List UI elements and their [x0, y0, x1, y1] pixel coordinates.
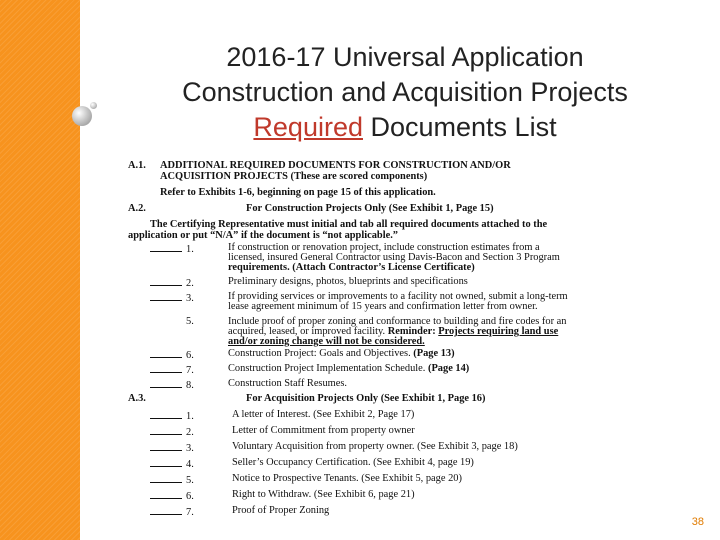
certify-line-2: application or put “N/A” if the document is “not applicable.”: [128, 230, 398, 241]
acq-item-1-text: A letter of Interest. (See Exhibit 2, Page 17): [232, 409, 415, 420]
acq-item-5-text: Notice to Prospective Tenants. (See Exhibit 5, page 20): [232, 473, 462, 484]
refer-line: Refer to Exhibits 1-6, beginning on page 15 of this application.: [160, 187, 436, 198]
item-8-text: Construction Staff Resumes.: [228, 378, 348, 389]
initial-blank[interactable]: [150, 473, 182, 483]
item-6-text: [228, 348, 455, 359]
section-a1-heading: [128, 160, 511, 171]
item-5-text-1: Include proof of proper zoning and conformance to building and fire codes for an: [228, 316, 567, 327]
initial-blank[interactable]: [150, 363, 182, 373]
acq-item-6-text: Right to Withdraw. (See Exhibit 6, page 21): [232, 489, 415, 500]
item-number: 1.: [186, 411, 194, 422]
section-label: A.1.: [128, 160, 146, 171]
item-7-text: [228, 363, 469, 374]
initial-blank[interactable]: [150, 425, 182, 435]
required-highlight: Required: [253, 112, 363, 142]
item-number: 7.: [186, 507, 194, 518]
reminder-text: Projects requiring land use: [438, 326, 559, 337]
initial-blank[interactable]: [150, 441, 182, 451]
section-a1-heading-2: ACQUISITION PROJECTS (These are scored components): [160, 171, 428, 182]
reminder-label: Reminder:: [387, 326, 436, 337]
slide-title-line-3: [140, 110, 670, 145]
item-5-text-2a: acquired, leased, or improved facility.: [228, 326, 388, 337]
acq-item-1: [150, 409, 194, 422]
item-number: 2.: [186, 427, 194, 438]
orange-side-bar: [0, 0, 80, 540]
acq-item-4-text: Seller’s Occupancy Certification. (See Exhibit 4, page 19): [232, 457, 474, 468]
title-rest: Documents List: [363, 112, 557, 142]
decorative-bubble-large: [72, 106, 92, 126]
item-number: 8.: [186, 380, 194, 391]
section-a3-label: A.3.: [128, 393, 146, 404]
section-a2-label: A.2.: [128, 203, 146, 214]
item-number: 6.: [186, 350, 194, 361]
section-a3-heading: For Acquisition Projects Only (See Exhibit 1, Page 16): [246, 393, 486, 404]
item-7-title: Construction Project Implementation Schedule.: [228, 363, 426, 374]
item-2-text: Preliminary designs, photos, blueprints and specifications: [228, 276, 468, 287]
item-1-text-1: If construction or renovation project, include construction estimates from a: [228, 242, 540, 253]
initial-blank[interactable]: [150, 378, 182, 388]
initial-blank[interactable]: [150, 457, 182, 467]
construction-item-8: [150, 378, 194, 391]
construction-item-2: [150, 276, 194, 289]
acq-item-3-text: Voluntary Acquisition from property owner. (See Exhibit 3, page 18): [232, 441, 518, 452]
construction-item-6: [150, 348, 194, 361]
section-a2-heading: For Construction Projects Only (See Exhibit 1, Page 15): [246, 203, 494, 214]
initial-blank[interactable]: [150, 276, 182, 286]
slide-title-line-1: 2016-17 Universal Application: [226, 42, 584, 72]
item-number: 4.: [186, 459, 194, 470]
item-number: 6.: [186, 491, 194, 502]
item-number: 3.: [186, 293, 194, 304]
heading-text: ADDITIONAL REQUIRED DOCUMENTS FOR CONSTRUCTION AND/OR: [160, 160, 511, 171]
slide-title-line-2: Construction and Acquisition Projects: [182, 77, 628, 107]
acq-item-7: [150, 505, 194, 518]
acq-item-6: [150, 489, 194, 502]
certify-line-1: The Certifying Representative must initial and tab all required documents attached to the: [150, 219, 548, 230]
decorative-bubble-small: [90, 102, 97, 109]
acq-item-4: [150, 457, 194, 470]
item-number: 1.: [186, 244, 194, 255]
initial-blank[interactable]: [150, 489, 182, 499]
initial-blank[interactable]: [150, 291, 182, 301]
item-5-text-3: and/or zoning change will not be considered.: [228, 336, 425, 347]
construction-item-5: 5.: [186, 316, 194, 327]
acq-item-3: [150, 441, 194, 454]
item-number: 2.: [186, 278, 194, 289]
item-number: 5.: [186, 475, 194, 486]
item-3-text-1: If providing services or improvements to a facility not owned, submit a long-term: [228, 291, 568, 302]
item-1-text-3: requirements. (Attach Contractor’s License Certificate): [228, 262, 475, 273]
page-number: 38: [691, 516, 704, 528]
construction-item-3: [150, 291, 194, 304]
acq-item-2-text: Letter of Commitment from property owner: [232, 425, 415, 436]
initial-blank[interactable]: [150, 505, 182, 515]
initial-blank[interactable]: [150, 409, 182, 419]
item-6-title: Construction Project: Goals and Objectives.: [228, 348, 411, 359]
initial-blank[interactable]: [150, 348, 182, 358]
initial-blank[interactable]: [150, 242, 182, 252]
item-number: 7.: [186, 365, 194, 376]
item-number: 3.: [186, 443, 194, 454]
acq-item-2: [150, 425, 194, 438]
item-7-page: (Page 14): [428, 363, 470, 374]
item-6-page: (Page 13): [413, 348, 455, 359]
construction-item-7: [150, 363, 194, 376]
acq-item-7-text: Proof of Proper Zoning: [232, 505, 330, 516]
item-1-text-2: licensed, insured General Contractor using Davis-Bacon and Section 3 Program: [228, 252, 560, 263]
construction-item-1: [150, 242, 194, 255]
item-3-text-2: lease agreement minimum of 15 years and confirmation letter from owner.: [228, 301, 538, 312]
acq-item-5: [150, 473, 194, 486]
